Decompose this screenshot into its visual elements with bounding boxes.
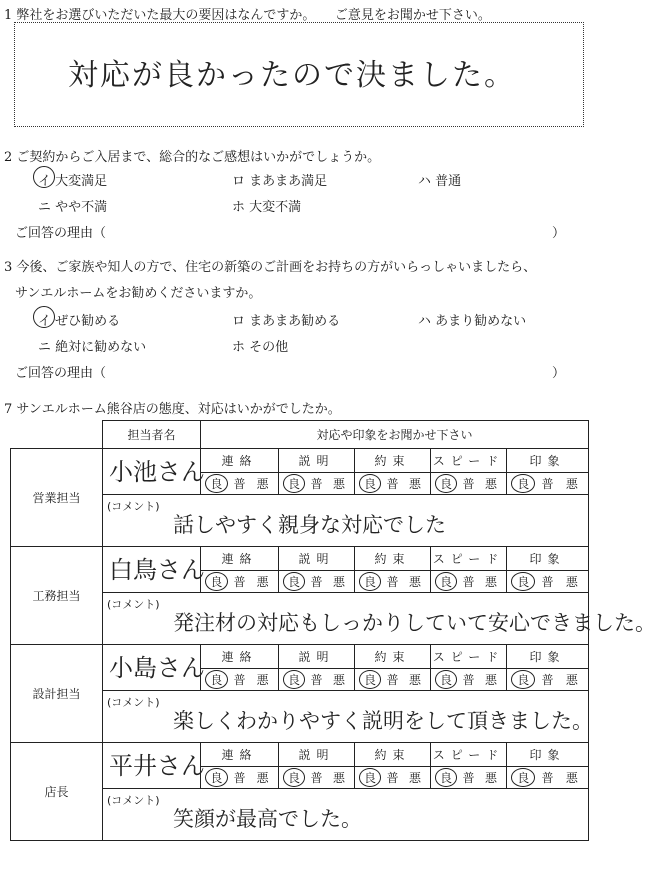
header-impressions: 対応や印象をお聞かせ下さい	[201, 421, 589, 449]
grade-option: 普	[386, 673, 399, 687]
grade-option: 悪	[408, 575, 421, 589]
grade-option: 普	[541, 771, 554, 785]
criteria-label: 印象	[507, 547, 589, 571]
q1-question: 1 弊社をお選びいただいた最大の要因はなんですか。 ご意見をお聞かせ下さい。	[4, 8, 491, 23]
grade-option: 良	[511, 572, 535, 591]
grade-option: 良	[359, 670, 382, 689]
grade-option: 普	[386, 575, 399, 589]
grade-option: 普	[233, 477, 246, 491]
comment-text: 笑顔が最高でした。	[173, 807, 362, 831]
criteria-label: 印象	[507, 449, 589, 473]
rating-cell	[355, 571, 431, 593]
grade-option: 悪	[484, 673, 497, 687]
staff-name: 白鳥さん	[109, 556, 205, 584]
q3-option-2: ロ まあまあ勧める	[232, 314, 341, 329]
comment-label: (コメント)	[107, 500, 160, 513]
grade-option: 悪	[256, 477, 269, 491]
criteria-label: 印象	[507, 743, 589, 767]
criteria-label: 印象	[507, 645, 589, 669]
staff-row-0-criteria	[11, 449, 589, 473]
staff-name-cell	[103, 547, 205, 593]
rating-cell	[355, 767, 431, 789]
q3-reason-close: ）	[552, 366, 566, 381]
q2-option-5: ホ 大変不満	[232, 200, 302, 215]
grade-option: 良	[359, 474, 382, 493]
staff-name: 小島さん	[109, 654, 205, 682]
grade-option: 良	[283, 572, 306, 591]
rating-cell	[279, 767, 355, 789]
grade-option: 悪	[565, 673, 578, 687]
q3-question-line1: 3 今後、ご家族や知人の方で、住宅の新築のご計画をお持ちの方がいらっしゃいましたら、	[4, 260, 537, 275]
grade-option: 普	[462, 771, 475, 785]
comment-text: 楽しくわかりやすく説明をして頂きました。	[173, 709, 593, 733]
grade-option: 良	[435, 670, 458, 689]
grade-option: 普	[310, 673, 323, 687]
rating-cell	[201, 473, 279, 495]
grade-option: 普	[233, 771, 246, 785]
comment-cell	[103, 789, 589, 841]
rating-cell	[431, 767, 507, 789]
rating-cell	[507, 669, 589, 691]
grade-option: 悪	[484, 477, 497, 491]
rating-cell	[279, 669, 355, 691]
staff-role: 設計担当	[11, 645, 103, 743]
criteria-label: 説明	[279, 547, 355, 571]
grade-option: 良	[511, 670, 535, 689]
grade-option: 悪	[332, 673, 345, 687]
rating-cell	[431, 571, 507, 593]
criteria-label: 連絡	[201, 547, 279, 571]
grade-option: 普	[233, 673, 246, 687]
q2-option-3: ハ 普通	[418, 174, 462, 189]
rating-cell	[355, 669, 431, 691]
grade-option: 悪	[565, 477, 578, 491]
q1-answer: 対応が良かったので決ました。	[68, 58, 516, 93]
grade-option: 良	[283, 768, 306, 787]
comment-text: 発注材の対応もしっかりしていて安心できました。	[173, 611, 656, 635]
criteria-label: 連絡	[201, 449, 279, 473]
comment-cell	[103, 593, 656, 645]
rating-cell	[279, 473, 355, 495]
staff-row-3-criteria	[11, 743, 589, 767]
grade-option: 普	[386, 771, 399, 785]
staff-row-2-criteria	[11, 645, 589, 669]
rating-cell	[279, 571, 355, 593]
staff-name-cell	[103, 449, 205, 495]
rating-cell	[201, 767, 279, 789]
grade-option: 悪	[565, 575, 578, 589]
grade-option: 良	[511, 474, 535, 493]
q3-option-3: ハ あまり勧めない	[418, 314, 527, 329]
criteria-label: 連絡	[201, 645, 279, 669]
staff-name-cell	[103, 743, 205, 789]
grade-option: 普	[386, 477, 399, 491]
q2-reason-close: ）	[552, 226, 566, 241]
q2-option-1: イ 大変満足	[38, 174, 108, 189]
rating-cell	[507, 571, 589, 593]
staff-name: 小池さん	[109, 458, 205, 486]
q3-option-1: イ ぜひ勧める	[38, 314, 121, 329]
q2-question: 2 ご契約からご入居まで、総合的なご感想はいかがでしょうか。	[4, 150, 381, 165]
q3-reason-label: ご回答の理由（	[15, 366, 107, 381]
grade-option: 悪	[332, 477, 345, 491]
header-staff-name: 担当者名	[103, 421, 201, 449]
grade-option: 普	[310, 575, 323, 589]
grade-option: 悪	[256, 771, 269, 785]
rating-cell	[355, 473, 431, 495]
rating-cell	[507, 767, 589, 789]
grade-option: 良	[283, 474, 306, 493]
grade-option: 悪	[408, 477, 421, 491]
criteria-label: スピード	[431, 645, 507, 669]
grade-option: 悪	[408, 673, 421, 687]
q2-option-2: ロ まあまあ満足	[232, 174, 328, 189]
grade-option: 普	[310, 477, 323, 491]
grade-option: 良	[511, 768, 535, 787]
grade-option: 普	[462, 477, 475, 491]
grade-option: 普	[541, 575, 554, 589]
comment-text: 話しやすく親身な対応でした	[173, 513, 446, 537]
criteria-label: 説明	[279, 645, 355, 669]
rating-cell	[431, 669, 507, 691]
criteria-label: 約束	[355, 547, 431, 571]
q3-option-4: ニ 絶対に勧めない	[38, 340, 147, 355]
rating-cell	[507, 473, 589, 495]
corner-cell	[11, 421, 103, 449]
staff-name: 平井さん	[109, 752, 205, 780]
staff-role: 営業担当	[11, 449, 103, 547]
grade-option: 良	[435, 768, 458, 787]
grade-option: 良	[283, 670, 306, 689]
grade-option: 悪	[565, 771, 578, 785]
comment-label: (コメント)	[107, 696, 160, 709]
criteria-label: 連絡	[201, 743, 279, 767]
q3-option-5: ホ その他	[232, 340, 289, 355]
rating-cell	[201, 571, 279, 593]
staff-name-cell	[103, 645, 205, 691]
comment-label: (コメント)	[107, 794, 160, 807]
grade-option: 良	[435, 474, 458, 493]
q7-question: 7 サンエルホーム熊谷店の態度、対応はいかがでしたか。	[4, 402, 341, 417]
rating-cell	[201, 669, 279, 691]
grade-option: 悪	[484, 575, 497, 589]
grade-option: 悪	[332, 575, 345, 589]
grade-option: 悪	[408, 771, 421, 785]
grade-option: 良	[205, 572, 228, 591]
criteria-label: スピード	[431, 449, 507, 473]
grade-option: 悪	[256, 673, 269, 687]
criteria-label: 約束	[355, 743, 431, 767]
grade-option: 普	[462, 575, 475, 589]
grade-option: 普	[310, 771, 323, 785]
staff-role: 工務担当	[11, 547, 103, 645]
criteria-label: 説明	[279, 743, 355, 767]
grade-option: 良	[205, 768, 228, 787]
criteria-label: 約束	[355, 645, 431, 669]
criteria-label: スピード	[431, 743, 507, 767]
rating-cell	[431, 473, 507, 495]
grade-option: 普	[462, 673, 475, 687]
q3-question-line2: サンエルホームをお勧めくださいますか。	[15, 286, 262, 301]
grade-option: 悪	[256, 575, 269, 589]
staff-evaluation-table	[10, 420, 656, 841]
staff-row-1-criteria	[11, 547, 589, 571]
comment-cell	[103, 691, 593, 743]
q2-reason-label: ご回答の理由（	[15, 226, 107, 241]
grade-option: 悪	[332, 771, 345, 785]
criteria-label: 説明	[279, 449, 355, 473]
grade-option: 普	[541, 477, 554, 491]
grade-option: 良	[435, 572, 458, 591]
comment-cell	[103, 495, 589, 547]
grade-option: 良	[205, 670, 228, 689]
grade-option: 普	[233, 575, 246, 589]
grade-option: 良	[205, 474, 228, 493]
criteria-label: 約束	[355, 449, 431, 473]
grade-option: 悪	[484, 771, 497, 785]
grade-option: 普	[541, 673, 554, 687]
staff-role: 店長	[11, 743, 103, 841]
criteria-label: スピード	[431, 547, 507, 571]
comment-label: (コメント)	[107, 598, 160, 611]
grade-option: 良	[359, 572, 382, 591]
q2-option-4: ニ やや不満	[38, 200, 108, 215]
grade-option: 良	[359, 768, 382, 787]
